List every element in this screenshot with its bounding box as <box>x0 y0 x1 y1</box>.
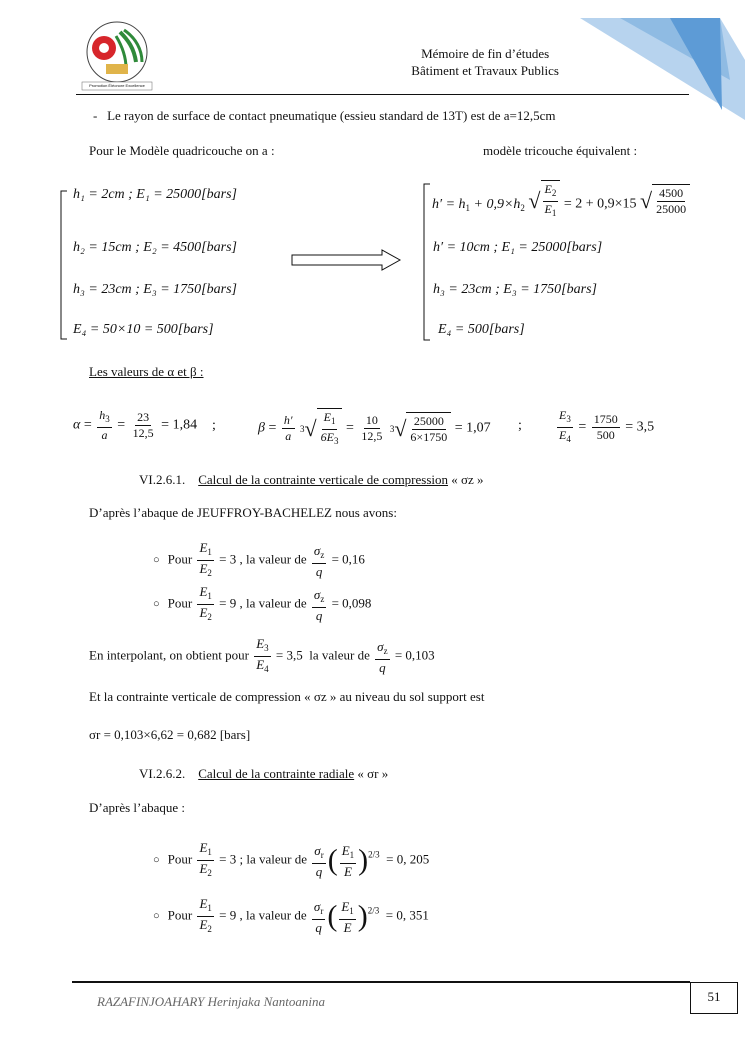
section-2-heading: VI.2.6.2. Calcul de la contrainte radiale « σr » <box>139 766 389 781</box>
circle-bullet-icon: ○ <box>153 854 160 867</box>
section-1-heading: VI.2.6.1. Calcul de la contrainte verticale de compression « σz » <box>139 472 484 487</box>
header-line-1: Mémoire de fin d’études <box>421 46 550 61</box>
beta-formula: β = $\frac{h'}{a}$ 3 √ $\frac{E_1}{6E_3}$ = $\frac{10}{12,5}$ 3 √ $\frac{25000}{6\times 1750}$ = 1,07 <box>258 408 491 449</box>
header-corner-decoration <box>560 0 745 120</box>
quad-line-3: h₃ = 23cm ; E₃ = 1750[bars] <box>73 282 237 297</box>
sigma-result: σr = 0,103×6,62 = 0,682 [bars] <box>89 727 251 742</box>
interpolation-line: En interpolant, on obtient pour $\frac{E_3}{E_4}$ = 3,5 la valeur de $\frac{\sigma_z}{q}$ = 0,103 <box>89 636 435 675</box>
tri-title: modèle tricouche équivalent : <box>483 143 638 158</box>
quad-line-4: E₄ = 50×10 = 500[bars] <box>73 322 214 337</box>
dash-marker: - <box>93 108 108 123</box>
circle-bullet-icon: ○ <box>153 598 160 611</box>
tri-line-2: h′ = 10cm ; E₁ = 25000[bars] <box>433 240 603 255</box>
jeuffroy-text: D’après l’abaque de JEUFFROY-BACHELEZ nous avons: <box>89 505 397 520</box>
beta-value: = 1,07 <box>454 420 491 436</box>
tri-brace <box>421 183 431 341</box>
case-radial-9: ○ Pour $\frac{E_1}{E_2}$ = 9 , la valeur de $\frac{\sigma_r}{q}$ ( $\frac{E_1}{E}$ )$^{2/3}$ = 0, 351 <box>153 896 429 935</box>
e-ratio-value: = 3,5 <box>625 419 655 435</box>
quad-line-2: h₂ = 15cm ; E₂ = 4500[bars] <box>73 240 237 255</box>
school-logo <box>76 18 158 92</box>
equivalence-arrow-icon <box>290 249 402 271</box>
footer-author: RAZAFINJOAHARY Herinjaka Nantoanina <box>97 994 325 1009</box>
alpha-value: = 1,84 <box>161 417 198 433</box>
circle-bullet-icon: ○ <box>153 910 160 923</box>
footer-rule <box>72 981 690 983</box>
case-radial-3: ○ Pour $\frac{E_1}{E_2}$ = 3 ; la valeur de $\frac{\sigma_r}{q}$ ( $\frac{E_1}{E}$ )$^{2/3}$ = 0, 205 <box>153 840 430 879</box>
alpha-formula: α = $\frac{h_3}{a}$ = $\frac{23}{12,5}$ = 1,84 <box>73 408 198 442</box>
separator-2: ; <box>518 418 522 433</box>
alpha-beta-title: Les valeurs de α et β : <box>89 364 204 379</box>
header-title <box>411 45 559 79</box>
separator-1: ; <box>212 418 216 433</box>
case-e1e2-3: ○ Pour $\frac{E_1}{E_2}$ = 3 , la valeur de $\frac{\sigma_z}{q}$ = 0,16 <box>153 540 365 579</box>
vertical-stress-text: Et la contrainte verticale de compression « σz » au niveau du sol support est <box>89 689 485 704</box>
tri-line-4: E₄ = 500[bars] <box>438 322 525 337</box>
quad-line-1: h₁ = 2cm ; E₁ = 25000[bars] <box>73 187 237 202</box>
logo-caption: Promotion Éléonore Excellence <box>89 83 145 88</box>
bullet-radius: - Le rayon de surface de contact pneumatique (essieu standard de 13T) est de a=12,5cm <box>93 108 556 123</box>
header-line-2: Bâtiment et Travaux Publics <box>411 63 559 78</box>
circle-bullet-icon: ○ <box>153 554 160 567</box>
header-rule <box>76 94 689 95</box>
quad-title: Pour le Modèle quadricouche on a : <box>89 143 275 158</box>
e-ratio-formula: $\frac{E_3}{E_4}$ = $\frac{1750}{500}$ = 3,5 <box>559 408 655 444</box>
tri-line-1: $h' = h_1 + 0,9\times h_2$ √ $\frac{E_2}{E_1}$ = 2 + 0,9×15 √ $\frac{4500}{25000}$ <box>432 180 690 221</box>
tri-line-3: h₃ = 23cm ; E₃ = 1750[bars] <box>433 282 597 297</box>
abaque-text: D’après l’abaque : <box>89 800 186 815</box>
page-number: 51 <box>690 982 738 1014</box>
case-e1e2-9: ○ Pour $\frac{E_1}{E_2}$ = 9 , la valeur de $\frac{\sigma_z}{q}$ = 0,098 <box>153 584 372 623</box>
quad-brace <box>58 190 68 340</box>
